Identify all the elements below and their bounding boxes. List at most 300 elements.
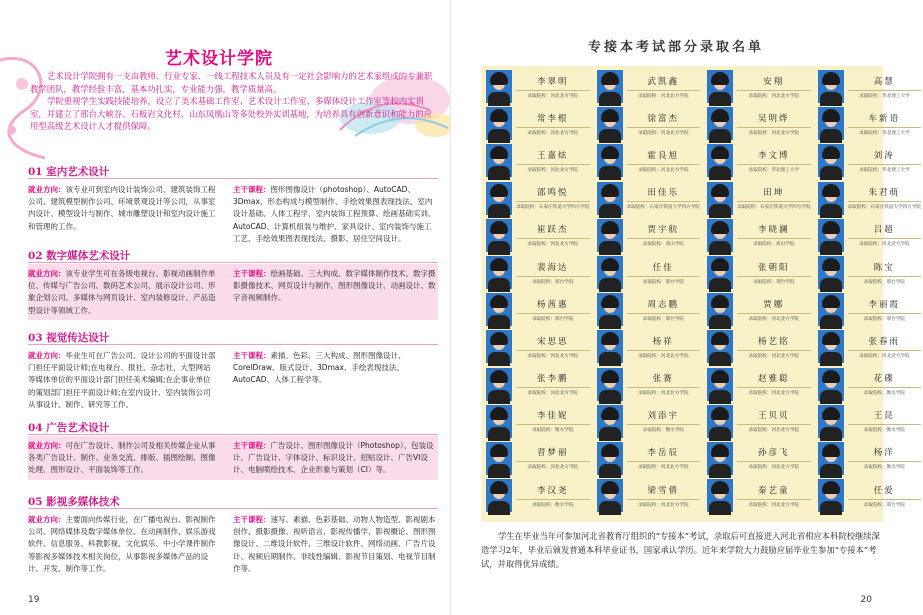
student-school: 录取院校：石家庄铁道大学四方学院 bbox=[737, 205, 811, 211]
student-photo bbox=[486, 368, 512, 401]
student-school: 录取院校：河北北方学院 bbox=[527, 353, 579, 359]
section-heading: 04 广告艺术设计 bbox=[28, 422, 110, 434]
student-card bbox=[816, 254, 923, 291]
student-school: 录取院校：衡水学院 bbox=[863, 391, 905, 397]
name-underline bbox=[737, 276, 811, 277]
student-info bbox=[844, 219, 922, 252]
student-photo bbox=[707, 182, 733, 215]
name-underline bbox=[627, 164, 701, 165]
student-card bbox=[484, 403, 592, 440]
student-info bbox=[733, 144, 811, 177]
student-card bbox=[595, 440, 703, 477]
student-photo bbox=[486, 107, 512, 140]
student-photo bbox=[707, 479, 733, 512]
section-body bbox=[28, 180, 438, 248]
direction-text: 毕业生可在广告公司、设计公司的平面设计部门担任平面设计师;在电视台、报社、杂志社、大型网站等媒体单位的平面设计部门担任美术编辑;在企事业单位的策划部门担任平面设计师;在室内设计、室内装饰公司从事设计、制作、研究等工作。 bbox=[28, 351, 216, 409]
course-label: 主干课程： bbox=[233, 351, 271, 360]
student-card bbox=[816, 180, 923, 217]
student-card bbox=[484, 254, 592, 291]
name-underline bbox=[737, 313, 811, 314]
section-heading: 02 数字媒体艺术设计 bbox=[28, 250, 131, 262]
student-card bbox=[705, 254, 813, 291]
student-info bbox=[512, 144, 590, 177]
student-card bbox=[705, 328, 813, 365]
name-underline bbox=[627, 424, 701, 425]
employment-direction bbox=[28, 268, 225, 316]
course-label: 主干课程： bbox=[233, 269, 271, 278]
student-school: 录取院校：石家庄铁道大学四方学院 bbox=[847, 205, 922, 211]
student-school: 录取院校：河北北方学院 bbox=[748, 353, 800, 359]
student-name: 宋思思 bbox=[537, 336, 569, 347]
student-card bbox=[484, 105, 592, 142]
name-underline bbox=[627, 201, 701, 202]
student-name: 张春雨 bbox=[868, 336, 901, 347]
section-heading: 01 室内艺术设计 bbox=[28, 166, 110, 178]
student-photo bbox=[486, 479, 512, 512]
student-info bbox=[844, 107, 922, 140]
student-school: 录取院校：河北北方学院 bbox=[638, 502, 689, 508]
student-name: 李丽霞 bbox=[868, 299, 901, 310]
student-name: 杨茜惠 bbox=[537, 299, 569, 310]
student-school: 录取院校：河北北方学院 bbox=[527, 130, 579, 136]
student-info bbox=[733, 405, 811, 438]
name-underline bbox=[516, 461, 590, 462]
student-info bbox=[512, 182, 590, 215]
student-photo bbox=[818, 219, 844, 252]
student-school: 录取院校：河北北方学院 bbox=[527, 93, 579, 99]
student-school: 录取院校：邢台学院 bbox=[863, 316, 905, 322]
student-info bbox=[623, 256, 701, 289]
student-school: 录取院校：河北北方学院 bbox=[748, 428, 800, 434]
student-info bbox=[733, 330, 811, 363]
student-card bbox=[484, 328, 592, 365]
courses-text: 绘画基础、三大构成、数字媒体制作技术、数字摄影摄像技术、网页设计与制作、图形图像设计、动画设计、数字音视频制作。 bbox=[233, 269, 436, 303]
student-card bbox=[595, 366, 703, 403]
student-info bbox=[623, 405, 701, 438]
student-name: 晋梦丽 bbox=[537, 448, 569, 459]
name-underline bbox=[848, 238, 922, 239]
core-courses bbox=[225, 268, 438, 316]
student-card bbox=[595, 477, 703, 514]
student-info bbox=[512, 256, 590, 289]
student-card bbox=[816, 366, 923, 403]
student-name: 李汉尧 bbox=[537, 485, 569, 496]
student-school: 录取院校：衡水学院 bbox=[532, 428, 574, 434]
student-photo bbox=[597, 219, 623, 252]
student-info bbox=[512, 293, 590, 326]
name-underline bbox=[516, 350, 590, 351]
student-info bbox=[844, 405, 922, 438]
student-info bbox=[623, 107, 701, 140]
student-card bbox=[816, 403, 923, 440]
closing-text: 学生在毕业当年可参加河北省教育厅组织的“专接本”考试，录取后可直接进入河北省相应本科院校继续深造学习2年，毕业后颁发普通本科毕业证书，国家承认学历。近年来学院大力鼓励应届毕业生参加“专接本”考试，并取得优异成绩。 bbox=[481, 531, 880, 569]
employment-direction bbox=[28, 514, 225, 574]
section-divider bbox=[28, 178, 438, 179]
student-info bbox=[512, 107, 590, 140]
student-info bbox=[733, 219, 811, 252]
student-school: 录取院校：河北北方学院 bbox=[748, 93, 800, 99]
student-photo bbox=[818, 256, 844, 289]
student-card bbox=[484, 291, 592, 328]
student-card bbox=[816, 440, 923, 477]
student-name: 吴明烨 bbox=[758, 113, 790, 124]
name-underline bbox=[737, 164, 811, 165]
student-name: 孙彦飞 bbox=[758, 448, 790, 459]
student-info bbox=[512, 442, 590, 475]
student-photo bbox=[597, 70, 623, 103]
student-school: 录取院校：唐山学院 bbox=[642, 242, 684, 248]
name-underline bbox=[848, 201, 922, 202]
student-photo bbox=[597, 107, 623, 140]
student-school: 录取院校：邢台学院 bbox=[642, 279, 684, 285]
courses-text: 速写、素描、色彩基础、动物人物造型、影视剧本创作、摄影摄像、视听语言、影视传播学、影视概论、图形图像设计、二维设计软件、三维设计软件、网络动画、广告片设计、视频后期制作、非线性编辑、影视节目策划、电视节目制作等。 bbox=[233, 515, 436, 573]
student-photo bbox=[818, 330, 844, 363]
student-name: 杨洋 bbox=[873, 448, 895, 459]
student-info bbox=[844, 70, 922, 103]
student-name: 田佳乐 bbox=[647, 188, 680, 199]
student-school: 录取院校：河北北方学院 bbox=[638, 130, 689, 136]
student-name: 武凯鑫 bbox=[647, 76, 680, 87]
student-card bbox=[705, 403, 813, 440]
student-photo bbox=[818, 293, 844, 326]
student-info bbox=[512, 479, 590, 512]
student-info bbox=[623, 70, 701, 103]
student-card bbox=[705, 291, 813, 328]
student-info bbox=[844, 256, 922, 289]
name-underline bbox=[516, 127, 590, 128]
name-underline bbox=[848, 350, 922, 351]
student-info bbox=[733, 442, 811, 475]
student-info bbox=[623, 368, 701, 401]
core-courses bbox=[225, 440, 438, 476]
student-photo bbox=[597, 182, 623, 215]
student-info bbox=[733, 256, 811, 289]
student-photo bbox=[597, 368, 623, 401]
student-photo bbox=[597, 442, 623, 475]
student-name: 常李根 bbox=[537, 113, 569, 124]
student-card bbox=[705, 105, 813, 142]
student-card bbox=[595, 180, 703, 217]
student-info bbox=[733, 70, 811, 103]
student-card bbox=[816, 291, 923, 328]
name-underline bbox=[737, 424, 811, 425]
page-number: 19 bbox=[28, 595, 40, 605]
section-body bbox=[28, 346, 438, 414]
courses-text: 图形图像设计（photoshop）、AutoCAD、3Dmax、形态构成与模型制作、手绘效果图表现技法、室内设计基础、人体工程学、室内装饰工程预算、绘画基础实训、AutoCAD、计算机组装与维护、家具设计、室内装饰与施工工艺、手绘效果图表现技法、摄影、居住空间设计。 bbox=[233, 185, 436, 243]
section-heading: 03 视觉传达设计 bbox=[28, 332, 110, 344]
student-info bbox=[844, 479, 922, 512]
student-name: 李文博 bbox=[758, 150, 790, 161]
student-card bbox=[595, 328, 703, 365]
student-card bbox=[484, 440, 592, 477]
student-card bbox=[595, 68, 703, 105]
direction-label: 就业方向： bbox=[28, 515, 66, 524]
student-school: 录取院校：石家庄铁道大学四方学院 bbox=[626, 205, 701, 211]
name-underline bbox=[516, 387, 590, 388]
student-photo bbox=[707, 70, 733, 103]
student-photo bbox=[818, 182, 844, 215]
name-underline bbox=[848, 461, 922, 462]
student-school: 录取院校：河北北方学院 bbox=[638, 353, 689, 359]
student-photo bbox=[486, 219, 512, 252]
student-school: 录取院校：华北理工大学 bbox=[859, 93, 910, 99]
student-name: 吕超 bbox=[873, 225, 895, 236]
student-name: 朱君萌 bbox=[868, 188, 901, 199]
name-underline bbox=[848, 90, 922, 91]
courses-text: 广告设计、图形图像设计（Photoshop）、包装设计、广告设计、字体设计、标识设计、招贴设计、广告VI设计、电脑喷绘技术、企业形象与策划（CI）等。 bbox=[233, 441, 434, 475]
name-underline bbox=[516, 499, 590, 500]
student-school: 录取院校：河北北方学院 bbox=[748, 502, 800, 508]
student-photo bbox=[486, 405, 512, 438]
student-info bbox=[623, 293, 701, 326]
name-underline bbox=[627, 238, 701, 239]
student-photo bbox=[486, 256, 512, 289]
student-school: 录取院校：河北北方学院 bbox=[527, 465, 579, 471]
employment-direction bbox=[28, 440, 225, 476]
student-name: 贾宇航 bbox=[647, 225, 680, 236]
student-photo bbox=[486, 293, 512, 326]
name-underline bbox=[516, 201, 590, 202]
direction-label: 就业方向： bbox=[28, 441, 66, 450]
student-card bbox=[705, 477, 813, 514]
student-name: 任爱 bbox=[873, 485, 895, 496]
college-intro bbox=[30, 70, 440, 133]
student-school: 录取院校：邢台学院 bbox=[863, 279, 905, 285]
courses-text: 素描、色彩、三大构成、图形图像设计、CorelDraw、版式设计、3Dmax、手绘表现技法、AutoCAD、人体工程学等。 bbox=[233, 351, 406, 385]
student-card bbox=[705, 142, 813, 179]
direction-text: 可在广告设计、制作公司及相关传媒企业从事各类广告设计、制作、业务交流、排版、插图绘制、图像处理、图形设计、平面装饰等工作。 bbox=[28, 441, 216, 475]
name-underline bbox=[737, 238, 811, 239]
student-name: 张赛 bbox=[652, 374, 674, 385]
student-card bbox=[595, 403, 703, 440]
student-name: 贾娜 bbox=[763, 299, 785, 310]
student-name: 车新语 bbox=[868, 113, 901, 124]
name-underline bbox=[737, 499, 811, 500]
student-name: 王嘉炫 bbox=[537, 150, 569, 161]
student-name: 李岳辰 bbox=[647, 448, 680, 459]
student-name: 裴海达 bbox=[537, 262, 569, 273]
direction-text: 主要面向传媒行业，在广播电视台、影视制作公司、网络媒体及数字媒体单位、在动画制作、娱乐游戏软件、信息服务、科教影视、文化娱乐、中小学课件制作等影视多媒体技术相关岗位，从事影视多媒体产品的设计、开发、制作等工作。 bbox=[28, 515, 216, 573]
student-card bbox=[705, 68, 813, 105]
page-number: 20 bbox=[860, 595, 872, 605]
name-underline bbox=[627, 499, 701, 500]
student-photo bbox=[707, 330, 733, 363]
student-photo bbox=[486, 442, 512, 475]
name-underline bbox=[737, 387, 811, 388]
student-info bbox=[844, 330, 922, 363]
student-name: 李晓澜 bbox=[758, 225, 790, 236]
student-school: 录取院校：邢台学院 bbox=[532, 316, 574, 322]
student-card bbox=[816, 68, 923, 105]
student-photo bbox=[486, 182, 512, 215]
admission-list-title: 专接本考试部分录取名单 bbox=[587, 40, 764, 55]
student-info bbox=[844, 368, 922, 401]
student-photo bbox=[597, 405, 623, 438]
student-info bbox=[623, 442, 701, 475]
student-name: 王贝贝 bbox=[758, 411, 790, 422]
student-card bbox=[816, 105, 923, 142]
student-photo bbox=[818, 70, 844, 103]
student-photo bbox=[486, 70, 512, 103]
student-info bbox=[844, 144, 922, 177]
name-underline bbox=[848, 164, 922, 165]
student-photo bbox=[818, 479, 844, 512]
name-underline bbox=[627, 387, 701, 388]
name-underline bbox=[516, 238, 590, 239]
student-school: 录取院校：衡水学院 bbox=[863, 465, 905, 471]
student-info bbox=[733, 368, 811, 401]
student-photo bbox=[818, 144, 844, 177]
name-underline bbox=[848, 387, 922, 388]
section-body bbox=[28, 264, 438, 320]
core-courses bbox=[225, 184, 438, 244]
student-card bbox=[595, 142, 703, 179]
student-info bbox=[512, 219, 590, 252]
student-info bbox=[623, 144, 701, 177]
employment-direction bbox=[28, 184, 225, 244]
student-school: 录取院校：河北北方学院 bbox=[527, 242, 579, 248]
student-info bbox=[512, 368, 590, 401]
student-name: 王昆 bbox=[873, 411, 895, 422]
section-body bbox=[28, 436, 438, 480]
name-underline bbox=[627, 461, 701, 462]
student-school: 录取院校：河北北方学院 bbox=[638, 465, 689, 471]
student-school: 录取院校：河北北方学院 bbox=[748, 130, 800, 136]
student-name: 李佳妮 bbox=[537, 411, 569, 422]
name-underline bbox=[627, 127, 701, 128]
student-photo bbox=[707, 107, 733, 140]
student-photo bbox=[707, 368, 733, 401]
student-info bbox=[733, 293, 811, 326]
student-school: 录取院校：河北北方学院 bbox=[748, 316, 800, 322]
student-name: 陈宝 bbox=[873, 262, 895, 273]
student-info bbox=[844, 182, 922, 215]
student-school: 录取院校：邢台学院 bbox=[532, 279, 574, 285]
name-underline bbox=[627, 90, 701, 91]
student-school: 录取院校：唐山学院 bbox=[753, 242, 795, 248]
student-info bbox=[623, 182, 701, 215]
section-body bbox=[28, 510, 438, 578]
student-photo bbox=[597, 293, 623, 326]
name-underline bbox=[848, 127, 922, 128]
student-info bbox=[844, 442, 922, 475]
student-name: 高慧 bbox=[873, 76, 895, 87]
course-label: 主干课程： bbox=[233, 515, 271, 524]
section-divider bbox=[28, 344, 438, 345]
student-photo bbox=[707, 405, 733, 438]
student-name: 田坤 bbox=[763, 188, 785, 199]
section-divider bbox=[28, 508, 438, 509]
name-underline bbox=[848, 313, 922, 314]
name-underline bbox=[516, 276, 590, 277]
student-school: 录取院校：华北理工大学 bbox=[748, 167, 800, 173]
student-school: 录取院校：河北北方学院 bbox=[748, 465, 800, 471]
student-photo bbox=[707, 293, 733, 326]
student-card bbox=[595, 217, 703, 254]
student-name: 任佳 bbox=[652, 262, 674, 273]
student-school: 录取院校：河北北方学院 bbox=[638, 391, 689, 397]
student-school: 录取院校：衡水学院 bbox=[642, 428, 684, 434]
student-name: 秦艺童 bbox=[758, 485, 790, 496]
student-photo bbox=[597, 330, 623, 363]
student-name: 刘涛 bbox=[873, 150, 895, 161]
student-school: 录取院校：河北北方学院 bbox=[638, 93, 689, 99]
student-card bbox=[595, 105, 703, 142]
section-divider bbox=[28, 262, 438, 263]
direction-label: 就业方向： bbox=[28, 269, 66, 278]
student-card bbox=[705, 440, 813, 477]
student-school: 录取院校：衡水学院 bbox=[863, 428, 905, 434]
student-card bbox=[484, 477, 592, 514]
name-underline bbox=[516, 90, 590, 91]
name-underline bbox=[848, 499, 922, 500]
student-info bbox=[733, 479, 811, 512]
student-name: 杨祥 bbox=[652, 336, 674, 347]
student-photo bbox=[707, 442, 733, 475]
student-info bbox=[733, 107, 811, 140]
student-photo bbox=[707, 144, 733, 177]
student-school: 录取院校：衡水学院 bbox=[532, 502, 574, 508]
student-name: 霍良旭 bbox=[647, 150, 680, 161]
student-school: 录取院校：河北北方学院 bbox=[748, 391, 800, 397]
name-underline bbox=[737, 201, 811, 202]
student-name: 刘添宇 bbox=[647, 411, 680, 422]
student-photo bbox=[707, 219, 733, 252]
student-info bbox=[844, 293, 922, 326]
student-card bbox=[816, 477, 923, 514]
student-card bbox=[484, 68, 592, 105]
name-underline bbox=[516, 424, 590, 425]
student-photo bbox=[597, 479, 623, 512]
student-name: 安翔 bbox=[763, 76, 785, 87]
name-underline bbox=[516, 313, 590, 314]
student-school: 录取院校：华北理工大学 bbox=[859, 167, 910, 173]
name-underline bbox=[737, 461, 811, 462]
student-school: 录取院校：河北北方学院 bbox=[859, 242, 910, 248]
core-courses bbox=[225, 514, 438, 574]
student-school: 录取院校：河北北方学院 bbox=[527, 391, 579, 397]
student-photo bbox=[818, 107, 844, 140]
name-underline bbox=[848, 424, 922, 425]
student-school: 录取院校：河北北方学院 bbox=[638, 167, 689, 173]
student-photo bbox=[818, 405, 844, 438]
student-school: 录取院校：邢台学院 bbox=[642, 316, 684, 322]
intro-paragraph: 学院重视学生实践技能培养，设立了美术基础工作室、艺术设计工作室、多媒体设计工作室等校内实训室，并建立了邢台大峡谷、石板岩文化村、山东凤凰山等多处校外实训基地，为培养具有创新意识和能力的应用型高级艺术设计人才提供保障。 bbox=[30, 96, 432, 131]
student-photo bbox=[486, 330, 512, 363]
name-underline bbox=[516, 164, 590, 165]
direction-text: 该专业可到室内设计装饰公司、建筑装饰工程公司、建筑模型制作公司、环境景观设计等公司，从事室内设计、模型设计与制作、城市雕塑设计和室内设计施工和管理的工作。 bbox=[28, 185, 216, 231]
student-name: 张李鹏 bbox=[537, 374, 569, 385]
student-photo bbox=[597, 144, 623, 177]
student-card bbox=[595, 291, 703, 328]
student-info bbox=[512, 330, 590, 363]
student-photo bbox=[818, 368, 844, 401]
student-name: 邵鸣悦 bbox=[537, 188, 569, 199]
student-name: 徐富杰 bbox=[647, 113, 680, 124]
student-card bbox=[816, 328, 923, 365]
student-name: 张朝阳 bbox=[758, 262, 790, 273]
student-name: 梁雪倩 bbox=[647, 485, 680, 496]
course-label: 主干课程： bbox=[233, 185, 271, 194]
intro-paragraph: 艺术设计学院拥有一支由教师、行业专家、一线工程技术人员及有一定社会影响力的艺术家组成的专兼职教学团队，教学经验丰富，基本功扎实，专业能力强，教学质量高。 bbox=[30, 71, 433, 94]
section-divider bbox=[28, 434, 438, 435]
student-card bbox=[705, 180, 813, 217]
course-label: 主干课程： bbox=[233, 441, 271, 450]
student-info bbox=[512, 70, 590, 103]
student-card bbox=[816, 142, 923, 179]
student-info bbox=[623, 479, 701, 512]
student-school: 录取院校：邢台学院 bbox=[753, 279, 795, 285]
